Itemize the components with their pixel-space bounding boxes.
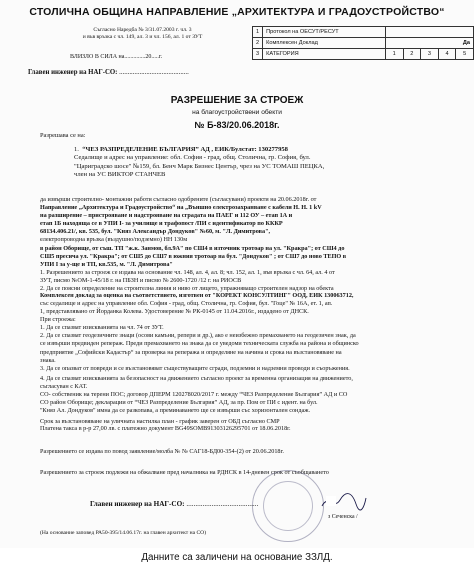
- redaction-caption: Данните са заличени на основание ЗЗЛД.: [141, 552, 333, 563]
- safety-and-ownership: 4. Да се спазват изискванията за безопасност на движението съгласно проект за временна организация на движението, съгласуван с КАТ. СО- собственик на терени ПОС; договор ДПЕРМ 120278020/2017 г. между “ЧЕЗ Разпределение България” АД и СО СО район Оборище; декларации от “ЧЕЗ Разпределение България” АД, за пр. Пом от ПИ с идент. на бул. "Княз Ал. Дондуков" имна да се разкопава, а преминаването ще се извърши със хоризонтален сондаж. Срок за възстановяване на уличната настилка план - график заверен от ОБД съгласно СМР Платена такса в р-р 27,00 лв. с платежно документ BG49SOMB91303126295701 от 18.06.2018г.: [40, 375, 353, 433]
- category-2: 2: [403, 49, 421, 60]
- chief-engineer-bottom: Главен инженер на НАГ-СО: ........................................: [90, 500, 259, 508]
- category-label: КАТЕГОРИЯ: [263, 49, 386, 60]
- permit-number: № Б-83/20.06.2018г.: [194, 120, 280, 130]
- row-num: 1: [253, 27, 263, 38]
- category-1: 1: [385, 49, 403, 60]
- category-4: 4: [438, 49, 456, 60]
- signatory-name: з Сеченска /: [328, 514, 358, 520]
- category-5: 5: [456, 49, 474, 60]
- report-value: Да: [385, 38, 473, 49]
- document-header: СТОЛИЧНА ОБЩИНА НАПРАВЛЕНИЕ „АРХИТЕКТУРА И ГРАДОУСТРОЙСТВО“: [29, 6, 445, 18]
- owner-name: “ЧЕЗ РАЗПРЕДЕЛЕНИЕ БЪЛГАРИЯ” АД , ЕИК/Булстат: 130277958: [82, 146, 288, 153]
- conditions-continued: предприятие „Софийски Кадастър“ за проверка на репеража и определяне на начина и срока на възстановяване на знака. 3. Да се опазват от повреди и се възстановяват съществуващите сгради, подземни и надземни проводи и съоръжения.: [40, 349, 350, 372]
- permit-subtitle: на благоустройствени обекти: [192, 109, 282, 116]
- basis-order: (На основание заповед РА50-395/14.06.17г. на главен архитект на СО): [40, 530, 207, 536]
- official-stamp: [252, 470, 324, 542]
- row-num: 3: [253, 49, 263, 60]
- application-reference: Разрешението се издава по повод заявление/молба № № САГ18-БД00-354-(2) от 20.06.2018г.: [40, 448, 284, 455]
- route-and-conditions: в район Оборище, от съш. ТП "ж.к. Занмов, бл.9А" по СШ4 в източник тротоар на ул. "Кракра"; от СШ4 до СШ5 пресича ул. "Кракра"; от СШ5 до СШ7 в южния тротоар на бул. "Дондуков" ; от СШ7 до ново ТЕПО в УПИ I за у-ще и ТП, кв.535, м. "Л. Димитрова" 1. Разрешението за строеж се издава на основание чл. 148, ал. 4, ал. 8; чл. 152, ал. 1, във връзка с чл. 64, ал. 4 от ЗУТ, писмо №ОМ-1-45/18 г. на ПБЗН и писмо № 2600-1720 /12 г. на РИОСВ 2. Да се поясни определение на строителна линия и ниво от лицето, упражняващо строителен надзор на обекта Комплексен доклад за оценка на съответствието, изготвен от "КОРЕКТ КОНСУЛТИНГ" ООД, ЕИК 130063712, със седалище и адрес на управление обл. София - град, общ. Столична, гр. София, бул. "Гоце" № 16А, ет. 1, ап. 1, представлявано от Йорданка Колева. Удостоверение № РК-0145 от 11.04.2016г., издадено от ДНСК. При строежа: 1. Да се спазват изискванията на чл. 74 от ЗУТ. 2. Да се спазват геодезичните знаци (осови камъни, репери и др.), ако е неизбежно премахването на геодезичен знак, да се извърши предвиден репераж. Преди премахването на знака да се уведоми техническата служба на района и общинско: [40, 245, 359, 347]
- report-label: Комплексен Доклад: [263, 38, 386, 49]
- legal-basis-note: Съгласно Наредба № 3/31.07.2003 г. чл. 3 и във връзка с чл. 149, ал. 3 и чл. 156, ал. 1 от ЗУТ: [82, 27, 203, 41]
- works-description: да извърши строително- монтажни работи съгласно одобрените (съгласувани) проекти на 20.06.2018г. от Направление „Архитектура и Градоустройство“ на „Външно електрозахранване с кабели Н. Н. 1 kV на разширение – пристрояване и надстрояване на сградата на ПАЕГ и 112 ОУ – етап 1А и етап 1Б находяща се в УПИ I- за училище и трафопост /ПИ с идентификатор по КККР 68134.406.21/, кв. 535, бул. "Княз Александър Дондуков" №60, м. "Л. Димитрова", електропроводна връзка (въздушно/подземно) НН 130м: [40, 196, 322, 243]
- protocol-label: Протокол на ОЕСУТ/РЕСУТ: [263, 27, 386, 38]
- chief-engineer-top: Главен инженер на НАГ-СО: .........................................: [28, 69, 189, 76]
- redaction-box: [326, 496, 336, 506]
- permit-title: РАЗРЕШЕНИЕ ЗА СТРОЕЖ: [170, 95, 304, 106]
- effective-date-line: ВЛИЗЛО В СИЛА на..............20.....г.: [70, 54, 163, 60]
- granted-to-label: Разрешава се на:: [40, 132, 86, 139]
- appeal-note: Разрешението за строеж подлежи на обжалване пред началника на РДНСК в 14-дневен срок от съобщаването: [40, 469, 329, 476]
- category-3: 3: [421, 49, 439, 60]
- owner-block: 1. “ЧЕЗ РАЗПРЕДЕЛЕНИЕ БЪЛГАРИЯ” АД , ЕИК/Булстат: 130277958 Седалище и адрес на управление: обл. София - град, общ. Столична, гр. София, бул. "Цариградско шосе" №159, бл. Бенч Марк Бизнес Център, чрез на УС ТОМАШ ПЕЦКА, член на УС ВИКТОР СТАНЧЕВ: [74, 146, 325, 178]
- category-table: [252, 26, 474, 60]
- row-num: 2: [253, 38, 263, 49]
